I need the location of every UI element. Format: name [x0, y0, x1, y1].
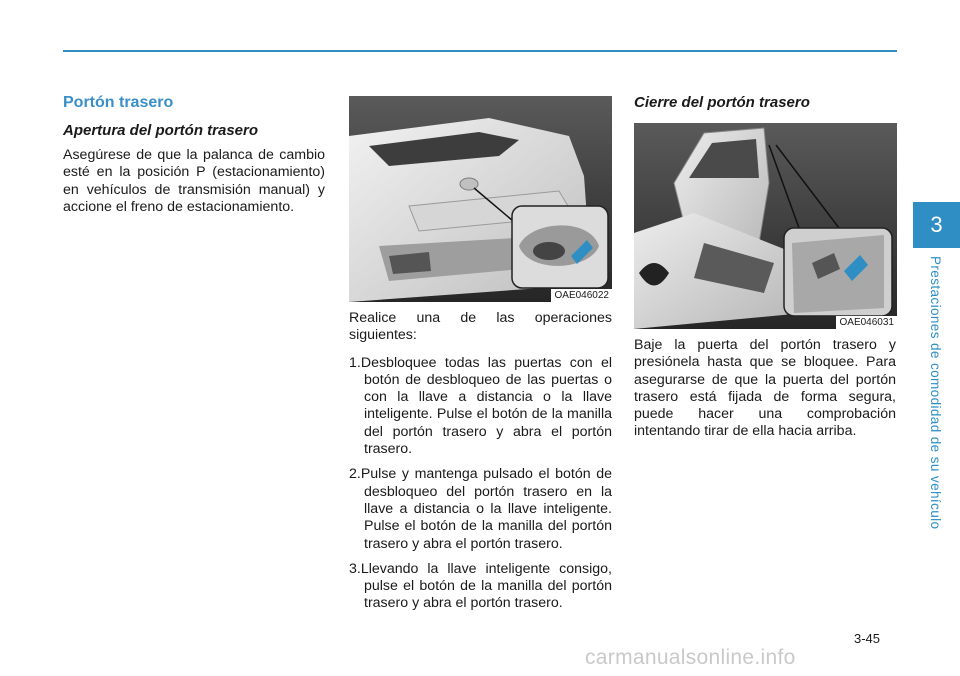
section-title: Portón trasero	[63, 94, 174, 111]
figure-tailgate-opening	[349, 96, 612, 302]
tailgate-opening-illustration	[349, 96, 612, 302]
chapter-number-tab: 3	[913, 202, 960, 248]
page-number: 3-45	[854, 631, 881, 646]
list-item: 1.Desbloquee todas las puertas con el botón de desbloqueo de las puertas o con la llave a distancia o la llave inteligente. Pulse el botón de la manilla del portón trasero y abra el portón trasero.	[349, 354, 612, 458]
chapter-title: Prestaciones de comodidad de su vehículo	[928, 256, 943, 530]
list-item: 2.Pulse y mantenga pulsado el botón de desbloqueo del portón trasero en la llave a distancia o la llave inteligente. Pulse el botón de la manilla del portón trasero y abra el portón trasero.	[349, 466, 612, 552]
column-3	[634, 93, 896, 441]
closing-text: Baje la puerta del portón trasero y presiónela hasta que se bloquee. Para asegurarse de que la puerta del portón trasero está fijada de forma segura, puede hacer una comprobación intentando tirar de ella hacia arriba.	[634, 337, 896, 440]
list-item: 3.Llevando la llave inteligente consigo, pulse el botón de la manilla del portón trasero y abra el portón trasero.	[349, 560, 612, 612]
figure-code: OAE046031	[836, 316, 898, 329]
closing-title: Cierre del portón trasero	[634, 94, 810, 111]
tailgate-closing-illustration	[634, 123, 897, 329]
procedure-intro: Realice una de las operaciones siguientes:	[349, 310, 612, 344]
chapter-title-vertical	[927, 256, 947, 536]
top-rule	[63, 50, 897, 52]
figure-tailgate-closing	[634, 123, 897, 329]
column-2	[349, 96, 612, 621]
column-1	[63, 93, 325, 216]
figure-code: OAE046022	[551, 289, 613, 302]
steps-list	[349, 355, 612, 613]
opening-title: Apertura del portón trasero	[63, 122, 259, 139]
watermark: carmanualsonline.info	[585, 646, 796, 669]
opening-intro: Asegúrese de que la palanca de cambio esté en la posición P (estacionamiento) en vehículos de transmisión manual) y accione el freno de estacionamiento.	[63, 147, 325, 215]
